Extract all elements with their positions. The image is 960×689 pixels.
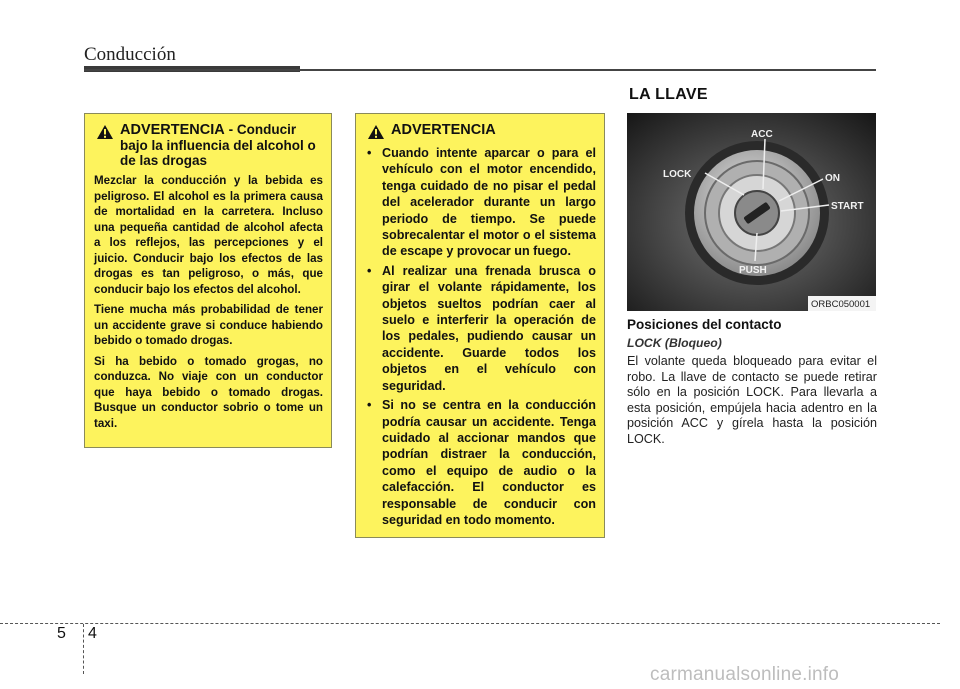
on-label: ON	[825, 173, 840, 184]
watermark: carmanualsonline.info	[650, 664, 840, 685]
section-number: 5	[57, 625, 66, 642]
positions-title: Posiciones del contacto	[627, 317, 782, 332]
warning-label: ADVERTENCIA	[120, 122, 225, 138]
warning-header	[365, 122, 596, 140]
page-number: 4	[88, 625, 97, 642]
warning-paragraph: Si ha bebido o tomado grogas, no conduzca. No viaje con un conductor que haya bebido o tomado drogas. Busque un conductor sobrio o tome un taxi.	[94, 354, 323, 430]
warning-bullet: • Cuando intente aparcar o para el vehículo con el motor encendido, tenga cuidado de no pisar el pedal del acelerador durante un largo periodo de tiempo. Se puede sobrecalentar el motor o el sistema de escape y provocar un fuego.	[365, 145, 596, 260]
photo-code: ORBC050001	[811, 299, 871, 310]
warning-triangle-icon	[96, 124, 114, 140]
footer-divider	[83, 624, 84, 674]
push-label: PUSH	[739, 265, 767, 276]
warning-box-driving	[355, 113, 605, 538]
warning-label: ADVERTENCIA	[391, 122, 496, 138]
section-title: LA LLAVE	[629, 86, 708, 103]
ignition-switch-photo	[627, 113, 876, 311]
warning-triangle-icon	[367, 124, 385, 140]
warning-paragraph: Mezclar la conducción y la bebida es peligroso. El alcohol es la primera causa de mortalidad en la carretera. Incluso una pequeña cantidad de alcohol afecta a los reflejos, las percepciones y el juicio. Conducir bajo los efectos de las drogas es tan peligroso, o más, que conducir bajo los efectos del alcohol.	[94, 174, 323, 296]
warning-bullet: • Si no se centra en la conducción podría causar un accidente. Tenga cuidado al accionar mandos que podrían distraer la conducción, como el equipo de audio o la calefacción. El conductor es responsable de conducir con seguridad en todo momento.	[365, 397, 596, 528]
warning-subtitle: - Conducir bajo la influencia del alcohol o de las drogas	[120, 122, 316, 168]
lock-description: El volante queda bloqueado para evitar el robo. La llave de contacto se puede retirar sólo en la posición LOCK. Para llevarla a esta posición, empújela hacia adentro en la posición ACC y gírela hasta la posición LOCK.	[627, 354, 877, 446]
warning-paragraph: Tiene mucha más probabilidad de tener un accidente grave si conduce habiendo bebido o tomado drogas.	[94, 303, 323, 347]
header-rule	[84, 69, 876, 71]
start-label: START	[831, 201, 864, 212]
acc-label: ACC	[751, 129, 773, 140]
warning-bullet: • Al realizar una frenada brusca o girar el volante rápidamente, los objetos sueltos podrían caer al suelo e interferir la operación de los pedales, pudiendo causar un accidente. Guarde todos los objetos en el vehículo con seguridad.	[365, 263, 596, 394]
warning-header	[94, 122, 323, 168]
lock-subtitle: LOCK (Bloqueo)	[627, 336, 722, 350]
chapter-title: Conducción	[84, 44, 176, 65]
footer-rule	[0, 623, 940, 624]
warning-bullet-list	[365, 145, 596, 528]
warning-box-alcohol	[84, 113, 332, 448]
lock-label: LOCK	[663, 169, 692, 180]
